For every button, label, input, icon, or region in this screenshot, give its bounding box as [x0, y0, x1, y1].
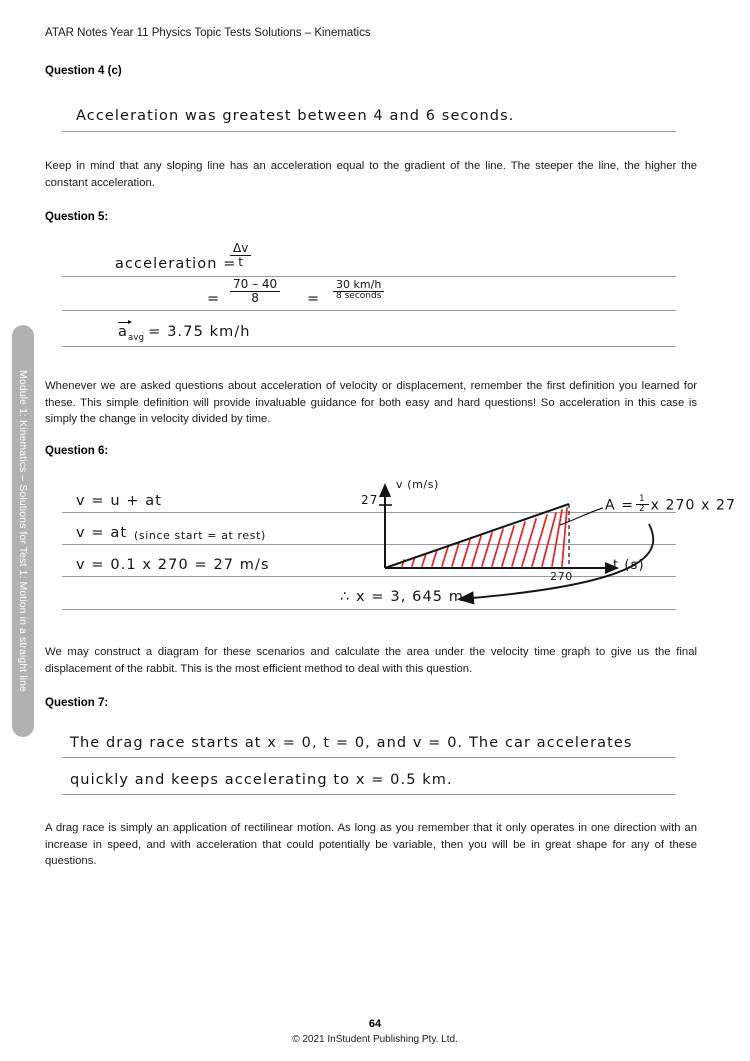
module-side-tab — [12, 325, 34, 737]
q5-frac2-denominator: 8 — [230, 291, 280, 305]
explanation-question-6: We may construct a diagram for these scenarios and calculate the area under the velocity time graph to give us the final displacement of the rabbit. This is the most efficient method to deal with this question. — [45, 646, 697, 675]
handwritten-answer-q4c: Acceleration was greatest between 4 and 6 seconds. — [76, 108, 515, 124]
explanation-question-5: Whenever we are asked questions about acceleration of velocity or displacement, remember the first definition you learned for these. This simple definition will provide invaluable guidance for both easy and hard questions! So acceleration in this case is simply the change in velocity divided by time. — [45, 380, 697, 426]
explanation-question-4c: Keep in mind that any sloping line has an acceleration equal to the gradient of the line. The steeper the line, the higher the constant acceleration. — [45, 160, 697, 189]
graph-shaded-area — [402, 508, 567, 566]
q6-final-answer: ∴ x = 3, 645 m — [340, 589, 465, 605]
graph-x-axis-label: t (s) — [613, 558, 645, 573]
q5-fraction-delta-v-over-t — [230, 243, 251, 270]
q5-fraction-70-40-over-8 — [230, 279, 280, 306]
ruled-line — [62, 346, 676, 347]
graph-xtick-label-270: 270 — [550, 570, 573, 583]
explanation-question-7: A drag race is simply an application of rectilinear motion. As long as you remember that it only operates in one direction with an increase in speed, and with acceleration that could potentially be variable, then you will be in great shape for any of these questions. — [45, 822, 697, 868]
graph-area-frac-numerator: 1 — [639, 494, 646, 504]
q6-line-2: v = at — [76, 525, 128, 541]
footer-page-number: 64 — [368, 1018, 382, 1030]
ruled-line — [62, 131, 676, 132]
heading-question-5: Question 5: — [45, 211, 109, 223]
module-side-tab-label: Module 1: Kinematics – Solutions for Test 1: Motion in a straight line — [17, 370, 29, 692]
running-head: ATAR Notes Year 11 Physics Topic Tests Solutions – Kinematics — [45, 27, 371, 39]
q5-acceleration-label: acceleration = — [115, 256, 237, 272]
heading-question-6: Question 6: — [45, 445, 109, 457]
q5-result-line — [118, 324, 251, 343]
ruled-line — [62, 757, 676, 758]
q6-line-3: v = 0.1 x 270 = 27 m/s — [76, 557, 270, 573]
graph-area-formula — [605, 496, 736, 515]
q6-line-1: v = u + at — [76, 493, 163, 509]
q5-result-value: = 3.75 km/h — [148, 324, 251, 340]
q5-fraction-30kmh-over-8s — [333, 280, 384, 303]
q7-answer-line-1: The drag race starts at x = 0, t = 0, and v = 0. The car accelerates — [70, 735, 633, 751]
velocity-time-graph — [360, 478, 737, 613]
q5-frac2-numerator: 70 – 40 — [233, 277, 278, 291]
heading-question-4c: Question 4 (c) — [45, 65, 122, 77]
graph-area-formula-suffix: x 270 x 27 — [650, 497, 737, 514]
q5-result-symbol: a — [118, 324, 128, 340]
graph-y-axis-label: v (m/s) — [396, 478, 439, 491]
q5-frac1-denominator: t — [230, 255, 251, 269]
heading-question-7: Question 7: — [45, 697, 109, 709]
q6-line-2-note: (since start = at rest) — [134, 529, 266, 542]
q5-equals-3: = — [307, 291, 321, 307]
ruled-line — [62, 276, 676, 277]
q5-frac3-numerator: 30 km/h — [336, 278, 382, 291]
q5-frac3-denominator: 8 seconds — [333, 291, 384, 302]
graph-area-formula-prefix: A = — [605, 497, 635, 514]
graph-ytick-label-27: 27 — [361, 493, 379, 507]
graph-area-half-fraction — [636, 495, 649, 514]
q5-result-subscript: avg — [128, 332, 145, 343]
q7-answer-line-2: quickly and keeps accelerating to x = 0.5 km. — [70, 772, 453, 788]
q5-frac1-numerator: Δv — [233, 241, 249, 255]
footer-copyright: © 2021 InStudent Publishing Pty. Ltd. — [292, 1034, 458, 1045]
ruled-line — [62, 310, 676, 311]
ruled-line — [62, 794, 676, 795]
graph-area-frac-denominator: 2 — [636, 504, 649, 514]
q5-equals-2: = — [207, 291, 221, 307]
q5-vector-symbol — [118, 324, 128, 340]
